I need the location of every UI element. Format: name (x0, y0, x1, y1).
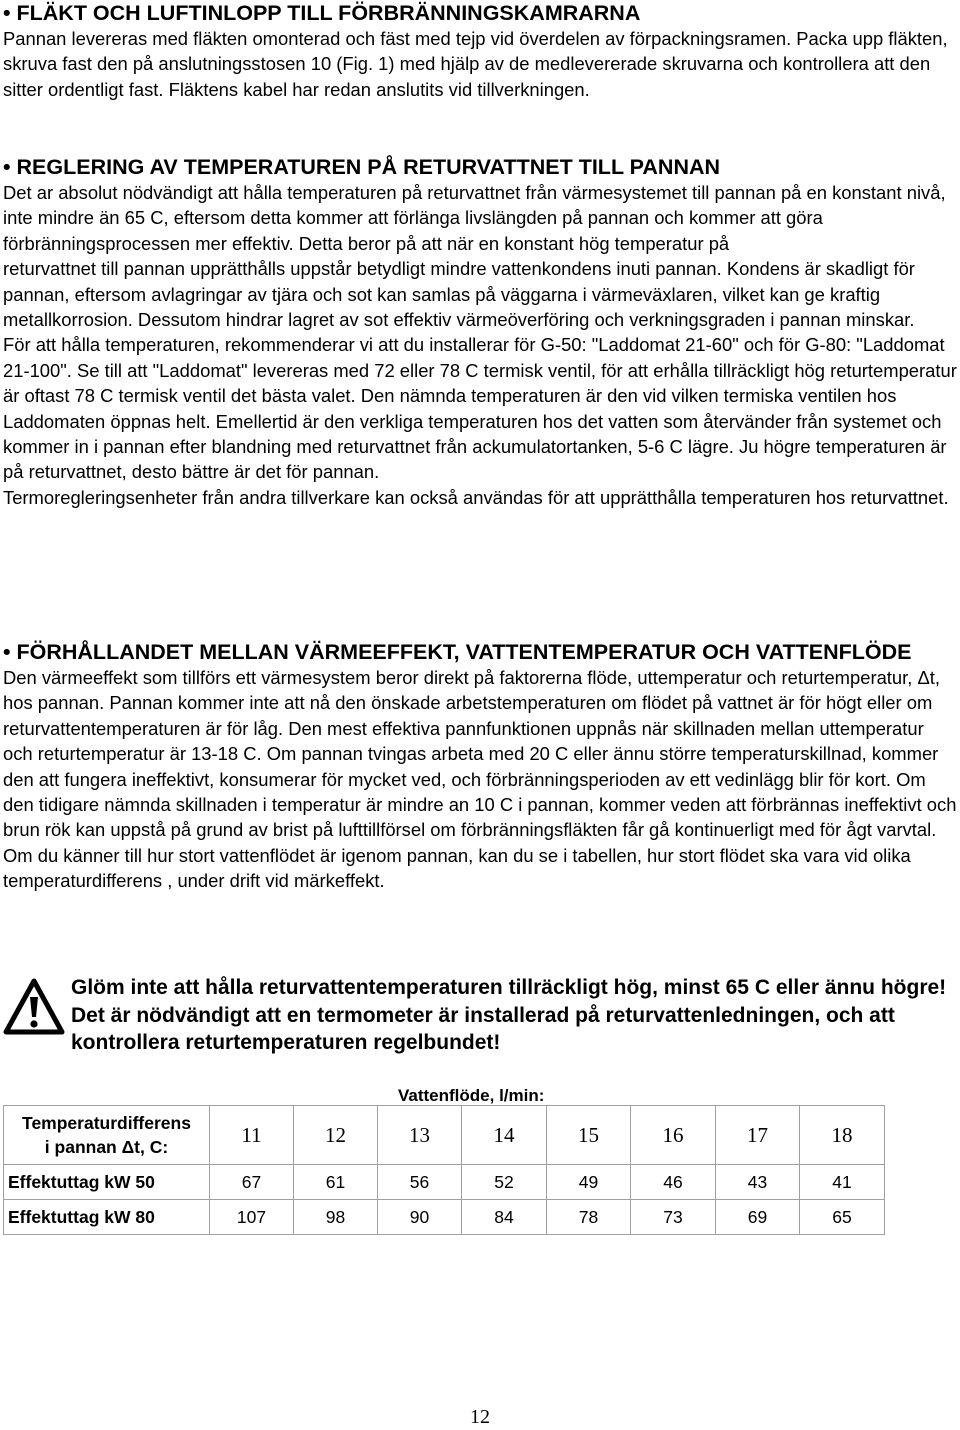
warning-text: Glöm inte att hålla returvattentemperaturen tillräckligt hög, minst 65 C eller ännu högre! Det är nödvändigt att en termometer är installerad på returvattenledningen, och att kontrollera returtemperaturen regelbundet! (71, 976, 947, 1054)
table-header-cell: 15 (547, 1106, 631, 1165)
section-paragraph: Termoregleringsenheter från andra tillverkare kan också användas för att upprätthålla temperaturen hos returvattnet. (3, 486, 949, 508)
section-paragraph: Det ar absolut nödvändigt att hålla temperaturen på returvattnet från värmesystemet till pannan på en konstant nivå, inte mindre än 65 C, eftersom detta kommer att förlänga livslängden på pannan och kommer att göra förbränningsprocessen mer effektiv. Detta beror på att när en konstant hög temperatur på (3, 182, 946, 254)
page-number: 12 (470, 1406, 490, 1428)
table-header-cell: 17 (716, 1106, 800, 1165)
table-cell: 73 (631, 1200, 716, 1235)
table-cell: 41 (800, 1165, 885, 1200)
table-cell: 52 (462, 1165, 547, 1200)
table-header-cell: 11 (210, 1106, 294, 1165)
section-fan-air-inlet (3, 0, 958, 102)
table-cell: 65 (800, 1200, 885, 1235)
table-cell: 107 (210, 1200, 294, 1235)
table-row (4, 1200, 885, 1235)
table-header-label: Temperaturdifferens i pannan Δt, C: (4, 1106, 210, 1165)
table-header-row (4, 1106, 885, 1165)
flow-table (3, 1105, 885, 1235)
table-cell: 84 (462, 1200, 547, 1235)
section-paragraph: returvattnet till pannan upprätthålls uppstår betydligt mindre vattenkondens inuti pannan. Kondens är skadligt för pannan, eftersom avlagringar av tjära och sot kan samlas på väggarna i värmeväxlaren, vilket kan ge kraftig metallkorrosion. Dessutom hindrar lagret av sot effektiv värmeöverföring och verkningsgraden i pannan minskar. (3, 258, 915, 331)
warning-triangle-icon (3, 978, 65, 1036)
table-row-label: Effektuttag kW 50 (4, 1165, 210, 1200)
section-paragraph: Den värmeeffekt som tillförs ett värmesystem beror direkt på faktorerna flöde, uttemperatur och returtemperatur, Δt, hos pannan. Pannan kommer inte att nå den önskade arbetstemperaturen om flödet på vattnet är för högt eller om returvattentemperaturen är för låg. Den mest effektiva pannfunktionen uppnås när skillnaden mellan uttemperatur och returtemperatur är 13-18 C. Om pannan tvingas arbeta med 20 C eller ännu större temperaturskillnad, kommer den att fungera ineffektivt, konsumerar för mycket ved, och förbränningsperioden av ett vedinlägg blir för kort. Om den tidigare nämnda skillnaden i temperatur är mindre an 10 C i pannan, kommer veden att förbrännas ineffektivt och brun rök kan uppstå på grund av brist på lufttillförsel om förbränningsfläkten får gå kontinuerligt med för ågt varvtal. Om du känner till hur stort vattenflödet är igenom pannan, kan du se i tabellen, hur stort flödet ska vara vid olika temperaturdifferens , under drift vid märkeffekt. (3, 667, 957, 892)
table-cell: 98 (294, 1200, 378, 1235)
section-return-water-temperature (3, 154, 958, 510)
table-header-cell: 14 (462, 1106, 547, 1165)
table-row-label: Effektuttag kW 80 (4, 1200, 210, 1235)
table-cell: 61 (294, 1165, 378, 1200)
table-cell: 90 (378, 1200, 462, 1235)
section-heading: • FÖRHÅLLANDET MELLAN VÄRMEEFFEKT, VATTENTEMPERATUR OCH VATTENFLÖDE (3, 640, 912, 664)
table-cell: 49 (547, 1165, 631, 1200)
table-cell: 67 (210, 1165, 294, 1200)
table-title: Vattenflöde, l/min: (398, 1086, 545, 1105)
section-heading: • FLÄKT OCH LUFTINLOPP TILL FÖRBRÄNNINGSKAMRARNA (3, 1, 641, 25)
table-cell: 56 (378, 1165, 462, 1200)
section-paragraph: Pannan levereras med fläkten omonterad och fäst med tejp vid överdelen av förpackningsramen. Packa upp fläkten, skruva fast den på anslutningsstosen 10 (Fig. 1) med hjälp av de medlevererade skruvarna och kontrollera att den sitter ordentligt fast. Fläktens kabel har redan anslutits vid tillverkningen. (3, 28, 948, 100)
table-header-cell: 18 (800, 1106, 885, 1165)
section-heat-output-relation (3, 639, 958, 894)
table-header-cell: 16 (631, 1106, 716, 1165)
table-cell: 78 (547, 1200, 631, 1235)
section-heading: • REGLERING AV TEMPERATUREN PÅ RETURVATTNET TILL PANNAN (3, 155, 721, 179)
table-header-cell: 13 (378, 1106, 462, 1165)
section-paragraph: För att hålla temperaturen, rekommenderar vi att du installerar för G-50: "Laddomat 21-60" och för G-80: "Laddomat 21-100". Se till att "Laddomat" levereras med 72 eller 78 C termisk ventil, för att erhålla tillräckligt hög returtemperatur är oftast 78 C termisk ventil det bästa valet. Den nämnda temperaturen är den vid vilken termiska ventilen hos Laddomaten öppnas helt. Emellertid är den verkliga temperaturen hos det vatten som återvänder från systemet och kommer in i pannan efter blandning med returvattnet från ackumulatortanken, 5-6 C lägre. Ju högre temperaturen är på returvattnet, desto bättre är det för pannan. (3, 334, 957, 483)
table-row (4, 1165, 885, 1200)
table-cell: 43 (716, 1165, 800, 1200)
table-cell: 69 (716, 1200, 800, 1235)
table-header-cell: 12 (294, 1106, 378, 1165)
table-cell: 46 (631, 1165, 716, 1200)
warning-box (3, 974, 958, 1066)
